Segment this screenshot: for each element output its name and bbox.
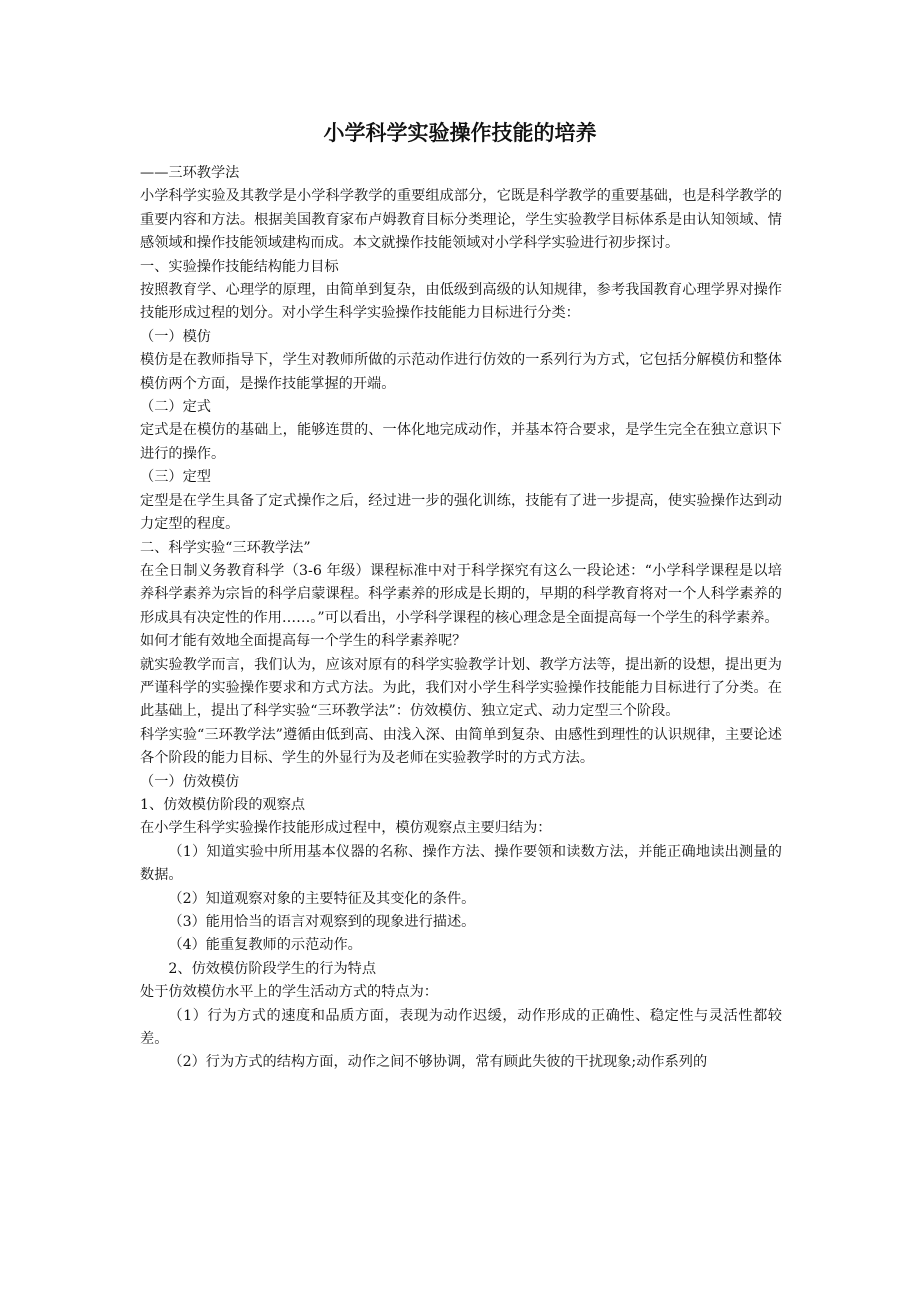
list-item: （3）能用恰当的语言对观察到的现象进行描述。 (168, 914, 476, 930)
paragraph: 按照教育学、心理学的原理，由简单到复杂，由低级到高级的认知规律，参考我国教育心理学界对操作技能形成过程的划分。对小学生科学实验操作技能能力目标进行分类： (140, 282, 782, 322)
paragraph: 就实验教学而言，我们认为，应该对原有的科学实验教学计划、教学方法等，提出新的设想，提出更为严谨科学的实验操作要求和方式方法。为此，我们对小学生科学实验操作技能能力目标进行了分类。在此基础上，提出了科学实验“三环教学法”：仿效模仿、独立定式、动力定型三个阶段。 (140, 656, 782, 720)
paragraph: 定式是在模仿的基础上，能够连贯的、一体化地完成动作，并基本符合要求，是学生完全在独立意识下进行的操作。 (140, 422, 782, 462)
document-body (140, 162, 782, 1075)
list-item: （1）行为方式的速度和品质方面，表现为动作迟缓，动作形成的正确性、稳定性与灵活性都较差。 (140, 1007, 782, 1048)
paragraph: 定型是在学生具备了定式操作之后，经过进一步的强化训练，技能有了进一步提高，使实验操作达到动力定型的程度。 (140, 492, 782, 533)
paragraph: 如何才能有效地全面提高每一个学生的科学素养呢？ (140, 633, 467, 650)
list-item: （4）能重复教师的示范动作。 (168, 937, 362, 954)
subsection-heading: （三）定型 (140, 469, 211, 486)
paragraph: 科学实验“三环教学法”遵循由低到高、由浅入深、由简单到复杂、由感性到理性的认识规律，主要论述各个阶段的能力目标、学生的外显行为及老师在实验教学时的方式方法。 (140, 726, 782, 767)
paragraph: 在全日制义务教育科学（3-6 年级）课程标准中对于科学探究有这么一段论述：“小学科学课程是以培养科学素养为宗旨的科学启蒙课程。科学素养的形成是长期的，早期的科学教育将对一个人科学素养的形成具有决定性的作用……。”可以看出，小学科学课程的核心理念是全面提高每一个学生的科学素养。 (140, 562, 782, 626)
list-item: （2）知道观察对象的主要特征及其变化的条件。 (168, 890, 476, 907)
paragraph: 在小学生科学实验操作技能形成过程中，模仿观察点主要归结为： (140, 820, 552, 837)
section-heading: 二、科学实验“三环教学法” (140, 539, 311, 556)
paragraph: 小学科学实验及其教学是小学科学教学的重要组成部分，它既是科学教学的重要基础，也是科学教学的重要内容和方法。根据美国教育家布卢姆教育目标分类理论，学生实验教学目标体系是由认知领域、情感领域和操作技能领域建构而成。本文就操作技能领域对小学科学实验进行初步探讨。 (140, 188, 782, 252)
subsection-heading: （一）仿效模仿 (140, 773, 240, 790)
subsection-heading: 1、仿效模仿阶段的观察点 (140, 796, 306, 813)
subsection-heading: （二）定式 (140, 399, 211, 416)
list-item: （1）知道实验中所用基本仪器的名称、操作方法、操作要领和读数方法，并能正确地读出测量的数据。 (140, 843, 782, 884)
list-item: （2）行为方式的结构方面，动作之间不够协调，常有顾此失彼的干扰现象;动作系列的 (168, 1054, 708, 1071)
subtitle: ——三环教学法 (140, 165, 240, 181)
document-title: 小学科学实验操作技能的培养 (323, 120, 597, 145)
paragraph: 处于仿效模仿水平上的学生活动方式的特点为： (140, 984, 438, 1001)
subsection-heading: 2、仿效模仿阶段学生的行为特点 (168, 960, 377, 977)
section-heading: 一、实验操作技能结构能力目标 (140, 258, 339, 275)
paragraph: 模仿是在教师指导下，学生对教师所做的示范动作进行仿效的一系列行为方式，它包括分解模仿和整体模仿两个方面，是操作技能掌握的开端。 (140, 352, 782, 392)
subsection-heading: （一）模仿 (140, 328, 211, 345)
